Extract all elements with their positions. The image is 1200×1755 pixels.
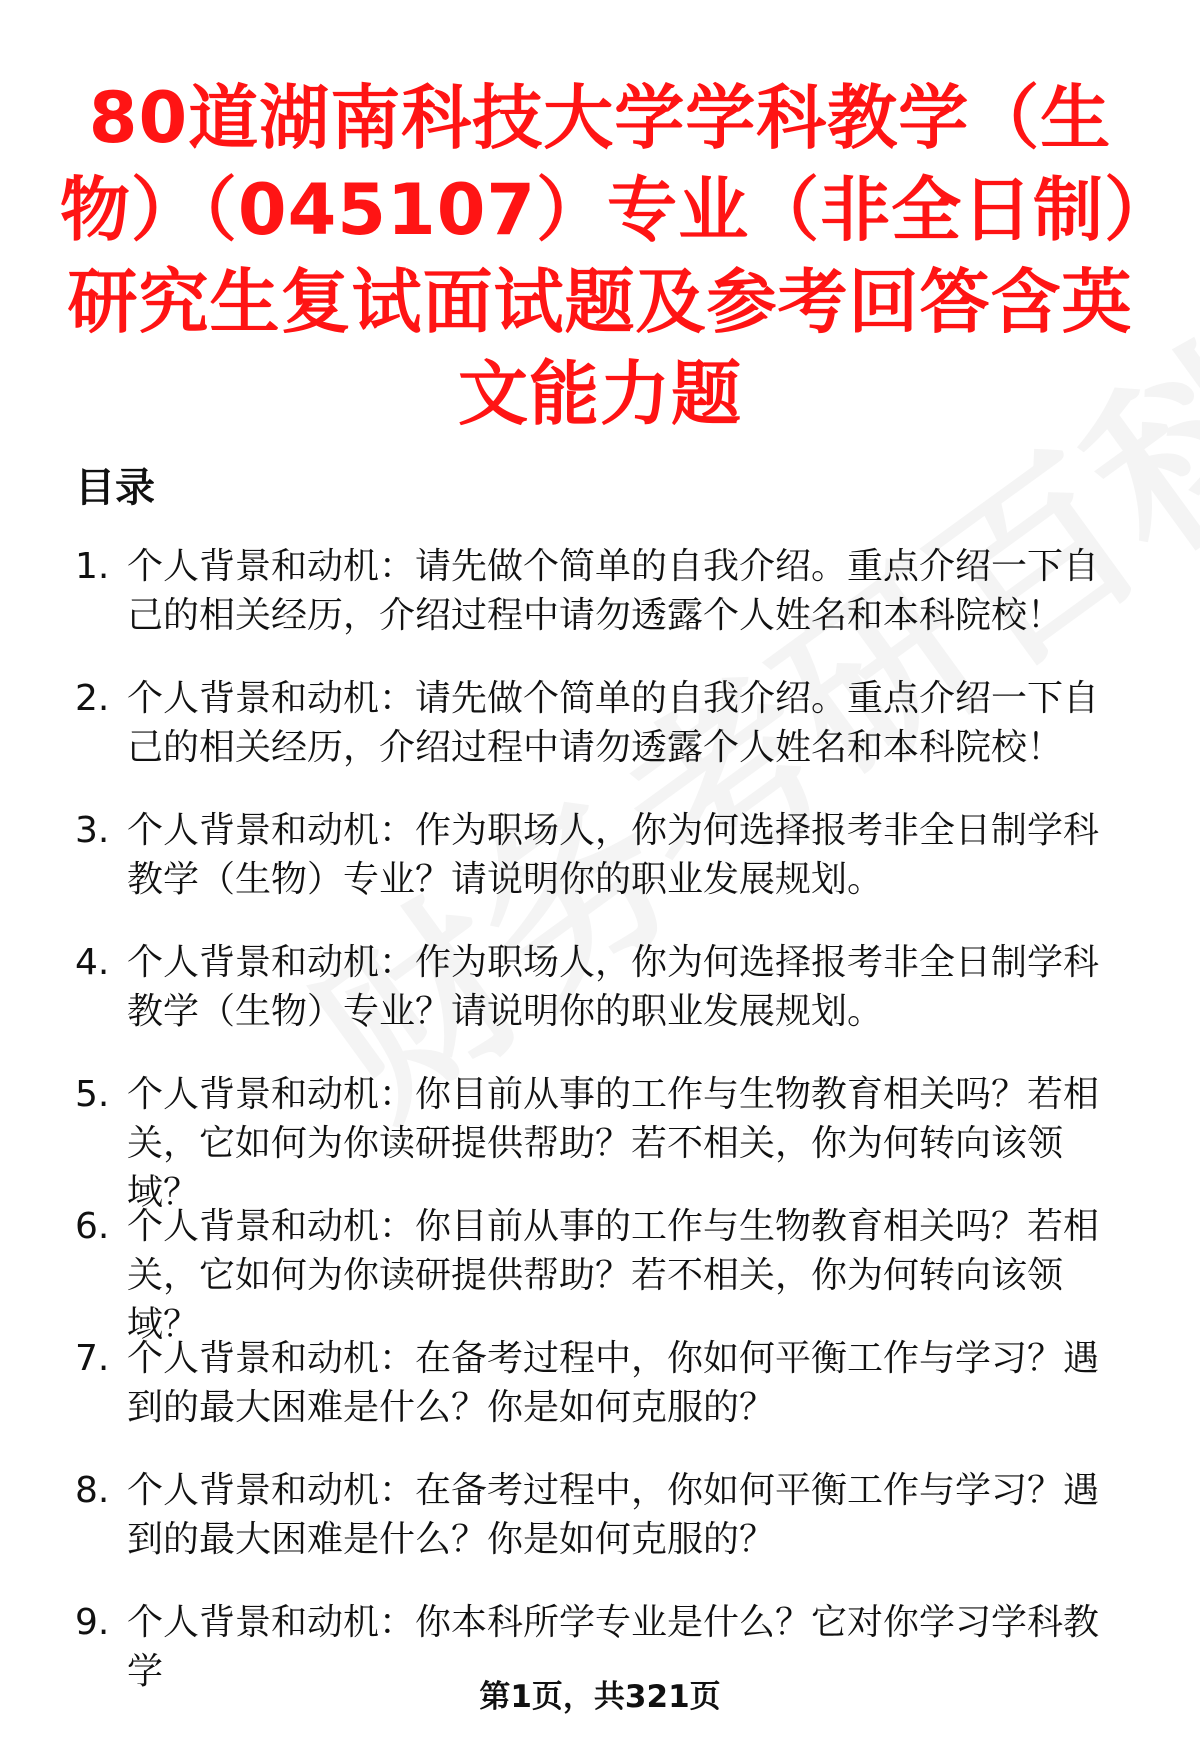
page-number-footer: 第1页，共321页 xyxy=(479,1679,721,1715)
toc-item-text: 个人背景和动机：你目前从事的工作与生物教育相关吗？若相关，它如何为你读研提供帮助？若不相关，你为何转向该领域？ xyxy=(127,1074,1100,1213)
toc-item xyxy=(75,938,1145,1070)
toc-item-number: 4. xyxy=(75,942,110,983)
toc-item-number: 1. xyxy=(75,546,110,587)
toc-item xyxy=(75,674,1145,806)
toc-item-number: 2. xyxy=(75,678,110,719)
toc-item-text: 个人背景和动机：在备考过程中，你如何平衡工作与学习？遇到的最大困难是什么？你是如何克服的？ xyxy=(127,1470,1100,1560)
toc-item-number: 6. xyxy=(75,1206,110,1247)
toc-item-text: 个人背景和动机：作为职场人，你为何选择报考非全日制学科教学（生物）专业？请说明你的职业发展规划。 xyxy=(127,942,1100,1032)
toc-item-text: 个人背景和动机：在备考过程中，你如何平衡工作与学习？遇到的最大困难是什么？你是如何克服的？ xyxy=(127,1338,1100,1428)
toc-item-text: 个人背景和动机：你目前从事的工作与生物教育相关吗？若相关，它如何为你读研提供帮助？若不相关，你为何转向该领域？ xyxy=(127,1206,1100,1345)
table-of-contents-heading: 目录 xyxy=(75,465,155,511)
toc-item-number: 5. xyxy=(75,1074,110,1115)
table-of-contents-list xyxy=(75,542,1145,1730)
toc-item-number: 8. xyxy=(75,1470,110,1511)
toc-item-number: 3. xyxy=(75,810,110,851)
toc-item xyxy=(75,1070,1145,1213)
toc-item-number: 9. xyxy=(75,1602,110,1643)
toc-item-text: 个人背景和动机：你本科所学专业是什么？它对你学习学科教学 xyxy=(127,1602,1100,1692)
toc-item-text: 个人背景和动机：作为职场人，你为何选择报考非全日制学科教学（生物）专业？请说明你的职业发展规划。 xyxy=(127,810,1100,900)
toc-item xyxy=(75,1202,1145,1345)
toc-item-number: 7. xyxy=(75,1338,110,1379)
toc-item xyxy=(75,1334,1145,1466)
document-title: 80道湖南科技大学学科教学（生物）（045107）专业（非全日制）研究生复试面试题及参考回答含英文能力题 xyxy=(59,77,1141,435)
toc-item-text: 个人背景和动机：请先做个简单的自我介绍。重点介绍一下自己的相关经历，介绍过程中请勿透露个人姓名和本科院校！ xyxy=(127,678,1100,768)
toc-item xyxy=(75,1466,1145,1598)
toc-item xyxy=(75,542,1145,674)
toc-item xyxy=(75,806,1145,938)
toc-item-text: 个人背景和动机：请先做个简单的自我介绍。重点介绍一下自己的相关经历，介绍过程中请勿透露个人姓名和本科院校！ xyxy=(127,546,1100,636)
